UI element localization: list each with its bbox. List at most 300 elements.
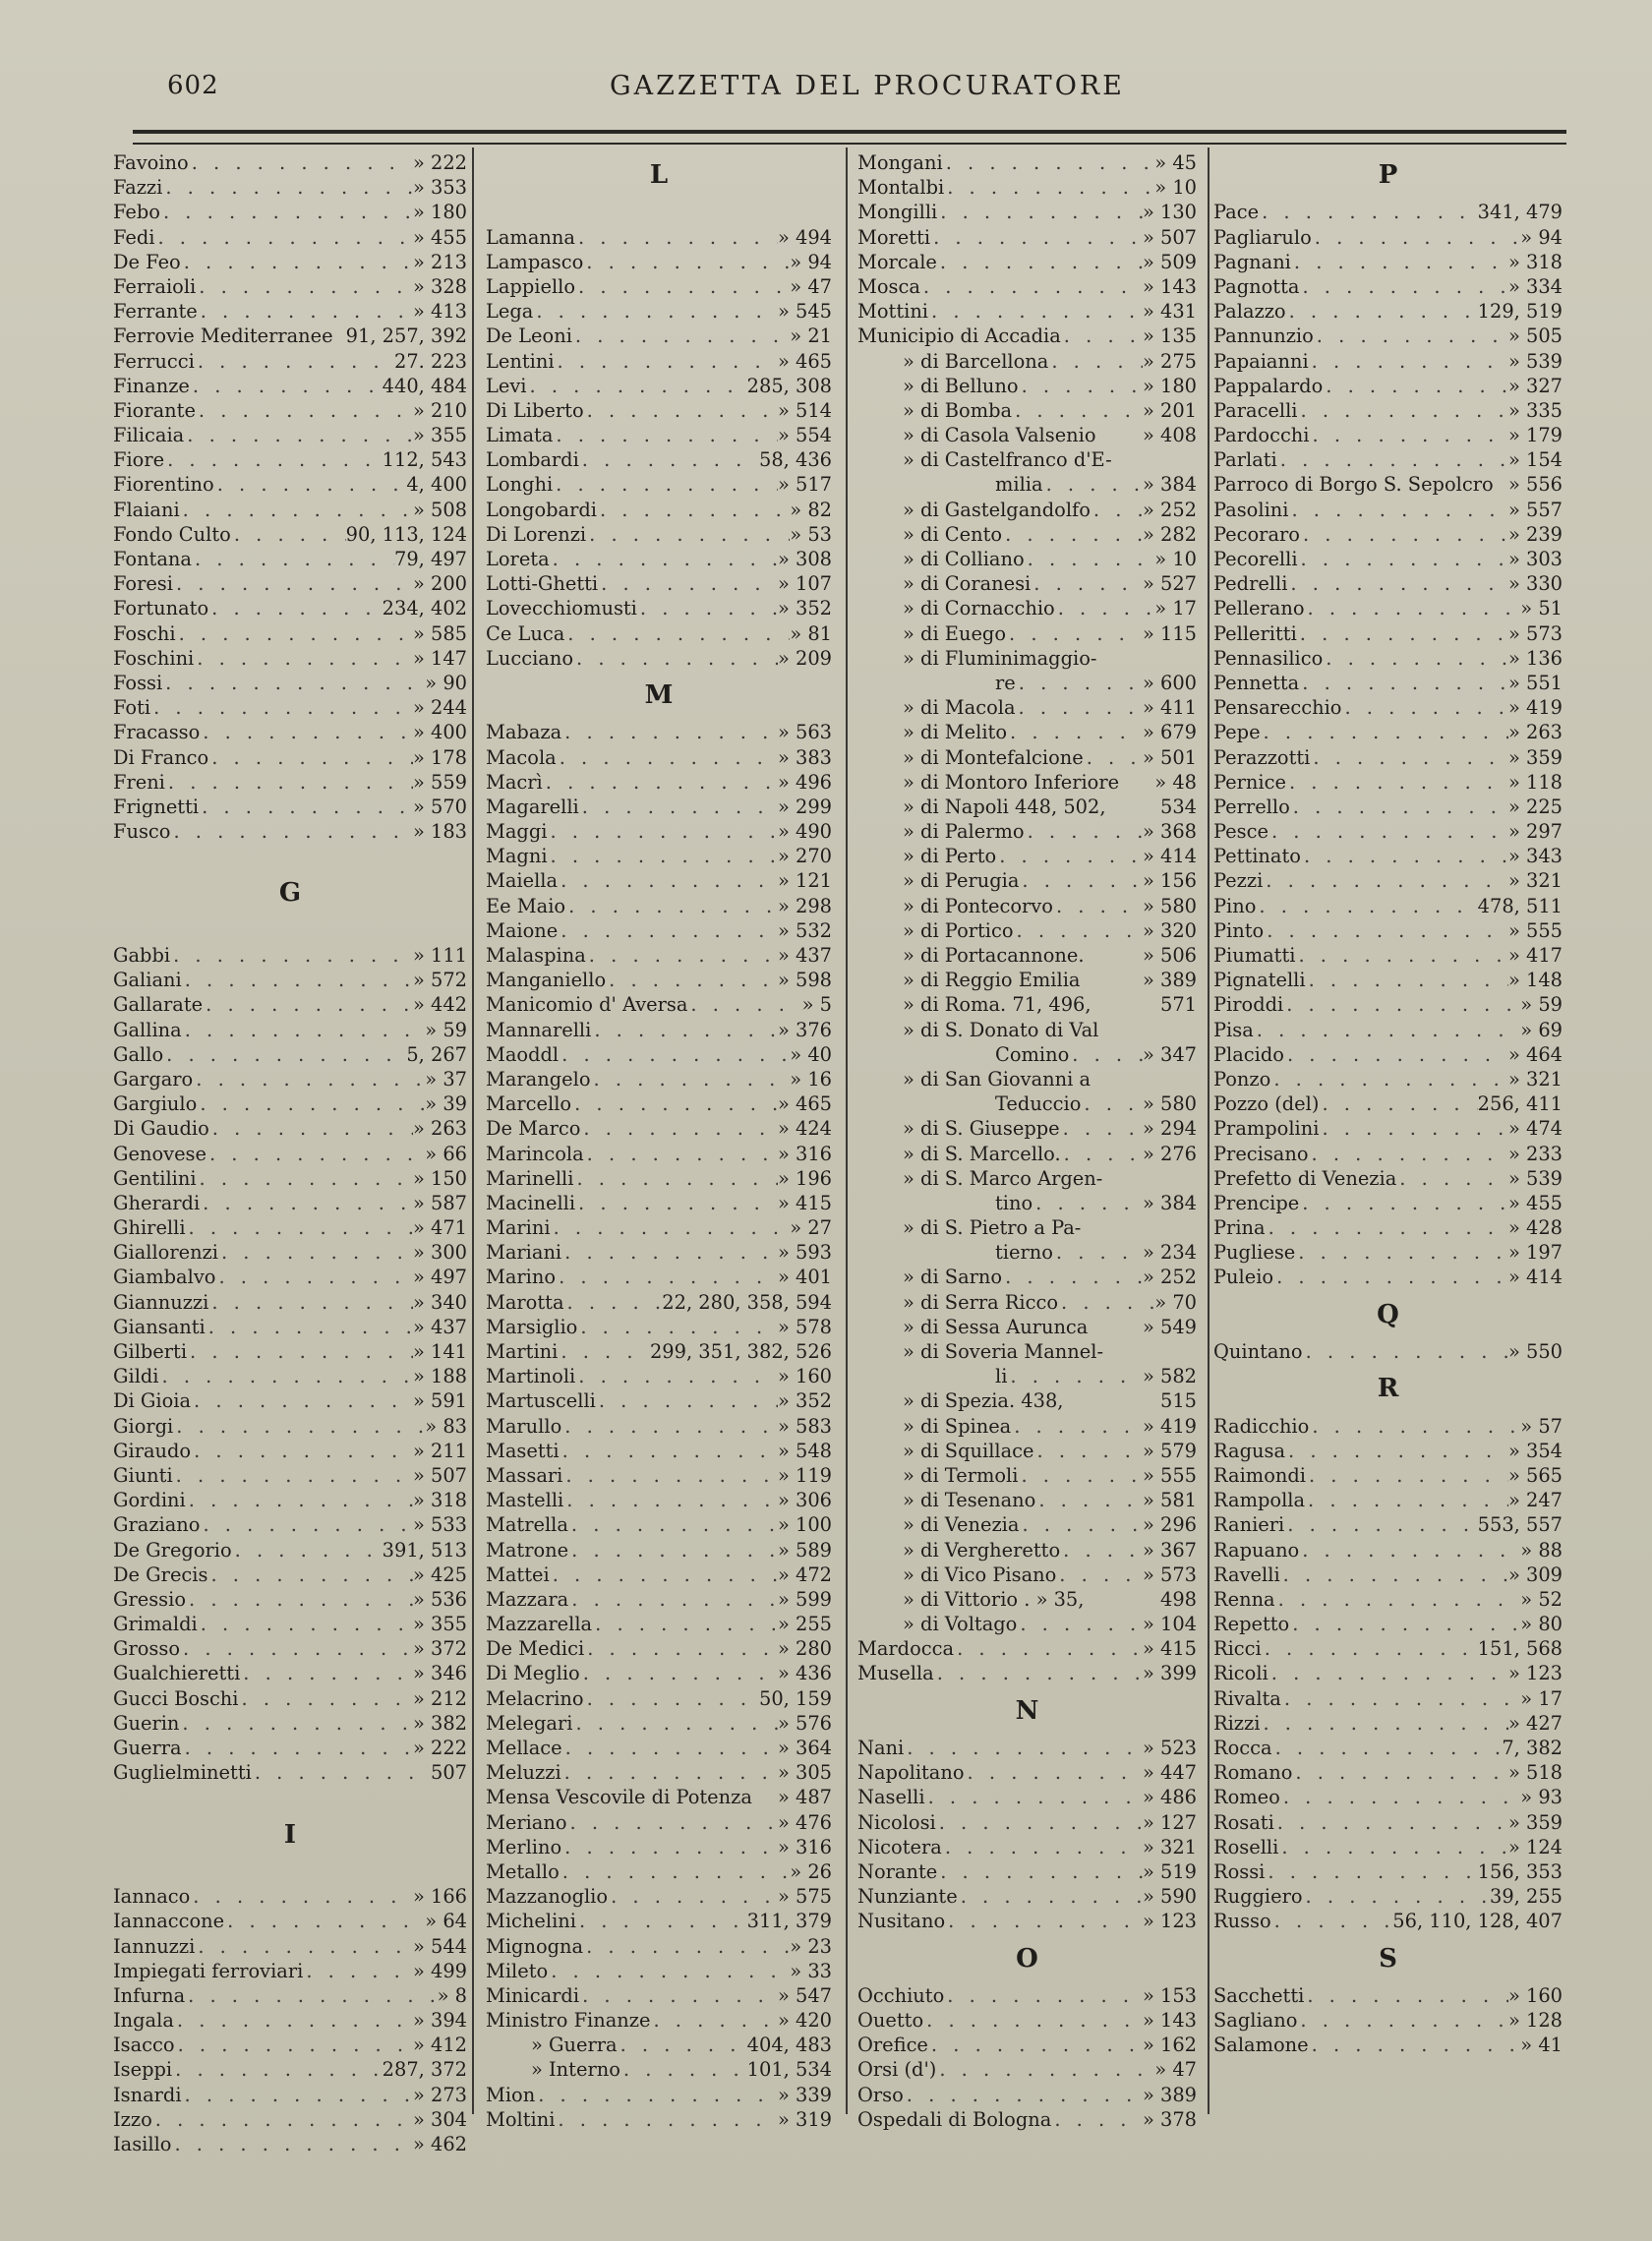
entry-pages: 234, 402 [382,597,467,620]
entry-name: » di Venezia [903,1513,1020,1537]
dot-leader [203,992,413,1017]
index-entry [1213,819,1563,844]
dot-leader [1273,1265,1508,1289]
entry-pages: » 121 [777,869,832,893]
index-entry [1213,1042,1563,1067]
index-entry [486,374,832,398]
dot-leader [1264,918,1508,943]
index-entry [857,1018,1197,1042]
entry-pages: » 554 [777,424,832,447]
dot-leader [184,423,413,447]
index-entry [486,621,832,646]
index-entry [113,522,467,547]
entry-name: Orefice [857,2034,928,2057]
entry-name: Magarelli [486,795,579,818]
entry-name: Ouetto [857,2009,924,2033]
index-entry [486,472,832,497]
index-entry [486,992,832,1017]
index-entry [486,1463,832,1488]
dot-leader [1060,1116,1143,1141]
entry-name: Limata [486,424,554,447]
entry-name: Fracasso [113,721,201,744]
entry-pages: » 297 [1507,820,1563,844]
dot-leader [958,1884,1143,1909]
dot-leader [1291,250,1508,274]
dot-leader [1270,1067,1508,1091]
dot-leader [1312,225,1521,250]
dot-leader [1016,695,1143,720]
entry-name: Iannuzzi [113,1934,196,1958]
entry-name: Mignogna [486,1934,584,1958]
entry-name: Pagliarulo [1213,225,1312,249]
entry-pages: » 417 [1507,944,1563,968]
entry-name: Lega [486,300,534,324]
entry-name: » di Spezia. 438, [903,1389,1064,1413]
dot-leader [568,1587,778,1612]
index-entry [486,1364,832,1388]
entry-name: Izzo [113,2107,152,2131]
entry-name: Mardocca [857,1637,955,1661]
dot-leader [925,1785,1143,1809]
dot-leader [1058,1290,1154,1315]
entry-pages: » 8 [437,1983,467,2007]
entry-name: Lucciano [486,646,574,670]
entry-pages: » 376 [777,1018,832,1041]
dot-leader [920,274,1143,299]
index-entry [113,1191,467,1215]
entry-pages: » 599 [777,1587,832,1611]
dot-leader [174,2008,413,2033]
entry-name: Iseppi [113,2058,173,2082]
index-column-3 [857,150,1197,2132]
entry-name: Gentilini [113,1166,197,1190]
dot-leader [904,2083,1143,2107]
entry-pages: » 143 [1142,274,1197,298]
index-entry [857,1388,1197,1413]
entry-name: » di Squillace [903,1439,1034,1462]
dot-leader [179,1711,413,1736]
index-entry [486,1240,832,1265]
dot-leader [558,918,778,943]
dot-leader [535,2083,778,2107]
entry-pages: » 83 [425,1414,467,1438]
entry-pages: » 304 [412,2107,467,2131]
index-entry [486,1388,832,1413]
entry-pages: » 270 [777,845,832,868]
entry-name: De Feo [113,250,181,273]
dot-leader [1268,819,1508,844]
dot-leader [1305,1488,1508,1512]
index-entry [486,968,832,992]
index-entry [1213,447,1563,472]
entry-pages: » 143 [1142,2009,1197,2033]
entry-name: Guerin [113,1711,180,1735]
entry-name: Pecoraro [1213,522,1300,546]
entry-name: Russo [1213,1910,1271,1933]
entry-pages: » 47 [1154,2058,1197,2082]
entry-name: Marullo [486,1414,562,1438]
dot-leader [1309,1142,1508,1166]
index-entry [1213,1810,1563,1835]
entry-name: » di Reggio Emilia [903,969,1081,992]
entry-name: Lentini [486,349,555,373]
entry-pages: » 400 [412,721,467,744]
dot-leader [1396,1166,1508,1191]
section-letter: I [283,1819,297,1850]
entry-pages: » 364 [777,1737,832,1760]
index-entry [857,1810,1197,1835]
dot-leader [561,1835,778,1859]
entry-pages: » 239 [1507,522,1563,546]
dot-leader [945,1909,1143,1933]
entry-name: Mazzarella [486,1613,593,1636]
dot-leader [1034,1439,1143,1463]
entry-pages: » 53 [790,522,832,546]
dot-leader [555,2107,778,2132]
index-entry [857,1116,1197,1141]
dot-leader [1025,819,1143,844]
entry-name: » di Vergheretto [903,1538,1061,1562]
index-entry [486,1439,832,1463]
dot-leader [580,1116,778,1141]
index-entry [113,2083,467,2107]
entry-name: Pedrelli [1213,572,1288,596]
page-number: 602 [167,71,219,100]
entry-pages: » 115 [1142,621,1197,645]
index-entry [857,1661,1197,1685]
index-entry [486,1884,832,1909]
dot-leader [1002,1265,1143,1289]
entry-pages: 151, 568 [1477,1637,1563,1661]
entry-pages: » 303 [1507,548,1563,571]
index-entry [486,894,832,918]
index-entry [113,349,467,374]
entry-name: » di Euego [903,621,1007,645]
entry-pages: » 201 [1142,398,1197,422]
entry-pages: 256, 411 [1477,1092,1563,1116]
entry-pages: » 496 [777,770,832,794]
dot-leader [561,720,778,744]
index-entry [1213,472,1563,497]
dot-leader [559,1042,790,1067]
index-entry [1213,398,1563,423]
index-entry [857,918,1197,943]
entry-name: Gallina [113,1018,182,1041]
index-entry [857,547,1197,571]
index-entry [857,374,1197,398]
index-entry [857,349,1197,374]
index-entry [857,1488,1197,1512]
dot-leader [1035,1488,1143,1512]
entry-pages: 39, 255 [1489,1885,1563,1909]
dot-leader [1119,770,1154,795]
entry-pages: » 41 [1520,2034,1563,2057]
entry-pages: » 442 [412,993,467,1017]
entry-name: Favoino [113,151,189,174]
entry-pages: » 580 [1142,894,1197,917]
entry-pages: » 550 [1507,1340,1563,1364]
dot-leader [195,349,394,374]
index-entry [1213,1686,1563,1711]
dot-leader [1051,2107,1143,2132]
dot-leader [1295,943,1507,968]
entry-pages: » 536 [412,1587,467,1611]
spacer [113,918,467,943]
entry-pages: » 316 [777,1142,832,1165]
entry-name: Moltini [486,2107,556,2131]
entry-name: Di Franco [113,745,209,769]
entry-name: Filicaia [113,424,185,447]
entry-pages: » 124 [1507,1835,1563,1858]
dot-leader [575,274,790,299]
dot-leader [1304,1983,1508,2008]
index-entry [486,1612,832,1636]
index-entry [857,398,1197,423]
entry-pages: » 353 [412,176,467,200]
index-entry [486,1636,832,1661]
entry-pages: » 197 [1507,1241,1563,1265]
entry-name: Fusco [113,820,171,844]
entry-name: Maione [486,918,559,942]
dot-leader [197,1166,413,1191]
entry-name: Comino [995,1042,1070,1066]
index-entry [1213,1711,1563,1736]
index-entry [1213,1166,1563,1191]
dot-leader [164,447,383,472]
dot-leader [1277,447,1508,472]
dot-leader [224,1909,425,1933]
entry-pages: » 222 [412,151,467,174]
dot-leader [586,943,778,968]
index-entry [113,200,467,224]
entry-name: » di Castelfranco d'E- [903,448,1112,472]
entry-name: Meluzzi [486,1761,561,1785]
entry-name: Maiella [486,869,559,893]
entry-pages: 156, 353 [1477,1859,1563,1883]
dot-leader [1091,498,1143,522]
index-entry [857,621,1197,646]
entry-pages: » 487 [777,1786,832,1809]
entry-name: Gargiulo [113,1092,198,1116]
entry-pages: » 544 [412,1934,467,1958]
dot-leader [1006,621,1143,646]
entry-pages: » 156 [1142,869,1197,893]
entry-name: Pignatelli [1213,969,1306,992]
dot-leader [1019,1512,1143,1537]
entry-pages: » 339 [777,2083,832,2106]
entry-pages: » 16 [790,1067,832,1091]
entry-name: Impiegati ferroviari [113,1959,304,1982]
entry-pages: » 455 [1507,1191,1563,1214]
entry-name: Mastelli [486,1489,564,1512]
index-entry [113,1215,467,1240]
entry-pages: » 476 [777,1810,832,1834]
dot-leader [1088,1315,1143,1339]
index-entry [486,1290,832,1315]
dot-leader [563,1488,778,1512]
entry-pages: 79, 497 [393,548,467,570]
entry-name: Giallorenzi [113,1241,218,1265]
entry-name: Lotti-Ghetti [486,572,599,596]
dot-leader [1298,547,1508,571]
index-entry [857,1835,1197,1859]
dot-leader [1053,1240,1143,1265]
entry-pages: » 352 [777,1389,832,1413]
index-entry [486,770,832,795]
dot-leader [163,1042,406,1067]
index-entry [1213,1587,1563,1612]
dot-leader [181,250,413,274]
entry-name: Pino [1213,894,1257,917]
dot-leader [173,1463,413,1488]
dot-leader [191,1439,413,1463]
entry-name: Ospedali di Bologna [857,2107,1052,2131]
entry-name: » di Napoli 448, 502, [903,795,1106,818]
index-entry [1213,1736,1563,1760]
index-entry [857,200,1197,224]
entry-name: Ee Maio [486,894,566,917]
index-entry [486,918,832,943]
section-letter: Q [1377,1299,1399,1329]
index-entry [113,2107,467,2132]
index-entry [113,745,467,770]
entry-pages: » 308 [777,548,832,571]
index-entry [113,1166,467,1191]
dot-leader [192,547,394,571]
entry-name: Pace [1213,201,1260,224]
dot-leader [575,1364,778,1388]
entry-name: Naselli [857,1786,925,1809]
index-entry [1213,1463,1563,1488]
entry-pages: » 252 [1142,498,1197,521]
dot-leader [1323,646,1508,671]
index-entry [857,1315,1197,1339]
entry-name: Ferrucci [113,349,195,373]
dot-leader [1048,349,1143,374]
entry-name: Longobardi [486,498,597,521]
entry-name: Ruggiero [1213,1885,1303,1909]
entry-name: Fedi [113,225,155,249]
dot-leader [687,992,801,1017]
entry-name: Ministro Finanze [486,2009,651,2033]
dot-leader [568,1512,778,1537]
dot-leader [598,571,778,596]
spacer [486,200,832,224]
entry-name: Gordini [113,1489,186,1512]
index-entry [113,498,467,522]
index-entry [113,1364,467,1388]
index-entry [1213,894,1563,918]
column-divider [1208,147,1210,2114]
dot-leader [198,1612,413,1636]
entry-name: Macola [486,745,557,769]
dot-leader [1102,1166,1197,1191]
dot-leader [1011,1414,1143,1439]
index-entry [857,868,1197,893]
entry-name: Pappalardo [1213,374,1324,397]
entry-pages: » 414 [1142,845,1197,868]
index-entry [486,1909,832,1933]
dot-leader [555,349,778,374]
entry-pages: » 48 [1154,770,1197,794]
entry-pages: 91, 257, 392 [345,324,467,348]
index-entry [1213,274,1563,299]
entry-pages: » 150 [412,1166,467,1190]
entry-name: Ferrovie Mediterranee [113,324,333,348]
index-entry [113,770,467,795]
index-entry [113,1290,467,1315]
dot-leader [1284,1042,1508,1067]
index-entry [857,1736,1197,1760]
index-entry [486,1265,832,1289]
entry-name: Lovecchiomusti [486,597,637,620]
entry-name: De Leoni [486,324,572,348]
dot-leader [558,868,778,893]
dot-leader [1256,894,1477,918]
entry-pages: » 415 [1142,1637,1197,1661]
index-entry [857,1983,1197,2008]
index-entry [1213,745,1563,770]
index-entry [857,522,1197,547]
dot-leader [189,150,413,175]
index-entry [857,596,1197,620]
index-entry [857,844,1197,868]
index-entry [1213,646,1563,671]
entry-name: Montalbi [857,176,945,200]
entry-name: Marotta [486,1290,564,1314]
index-entry [113,1934,467,1959]
dot-leader [580,1661,778,1685]
entry-name: Mileto [486,1959,549,1982]
index-entry [113,1959,467,1983]
entry-name: Pardocchi [1213,424,1310,447]
index-entry [113,374,467,398]
index-entry [113,175,467,200]
entry-name: Melegari [486,1711,573,1735]
index-entry [486,1686,832,1711]
entry-pages: » 437 [412,1315,467,1338]
entry-pages: » 306 [777,1489,832,1512]
index-entry [857,2033,1197,2057]
entry-pages: » 532 [777,918,832,942]
entry-pages: » 316 [777,1835,832,1858]
dot-leader [190,374,383,398]
entry-pages: » 70 [1154,1290,1197,1314]
index-entry [486,1563,832,1587]
entry-pages: » 147 [412,646,467,670]
index-entry [857,795,1197,819]
entry-pages: » 183 [412,820,467,844]
entry-pages: » 347 [1142,1042,1197,1066]
entry-name: Pecorelli [1213,548,1298,571]
dot-leader [1056,1563,1143,1587]
entry-pages: » 212 [412,1686,467,1710]
entry-name: Pinto [1213,918,1265,942]
index-entry [113,250,467,274]
index-entry [1213,1191,1563,1215]
entry-name: » di Cornacchio [903,597,1055,620]
entry-pages: » 383 [777,745,832,769]
entry-pages: » 420 [777,2009,832,2033]
entry-pages: » 587 [412,1191,467,1214]
entry-name: » di Sarno [903,1266,1003,1289]
index-entry [113,621,467,646]
entry-name: Gallarate [113,993,204,1017]
dot-leader [186,1215,413,1240]
entry-pages: » 335 [1507,398,1563,422]
entry-name: Moretti [857,225,931,249]
index-entry [857,1067,1197,1091]
